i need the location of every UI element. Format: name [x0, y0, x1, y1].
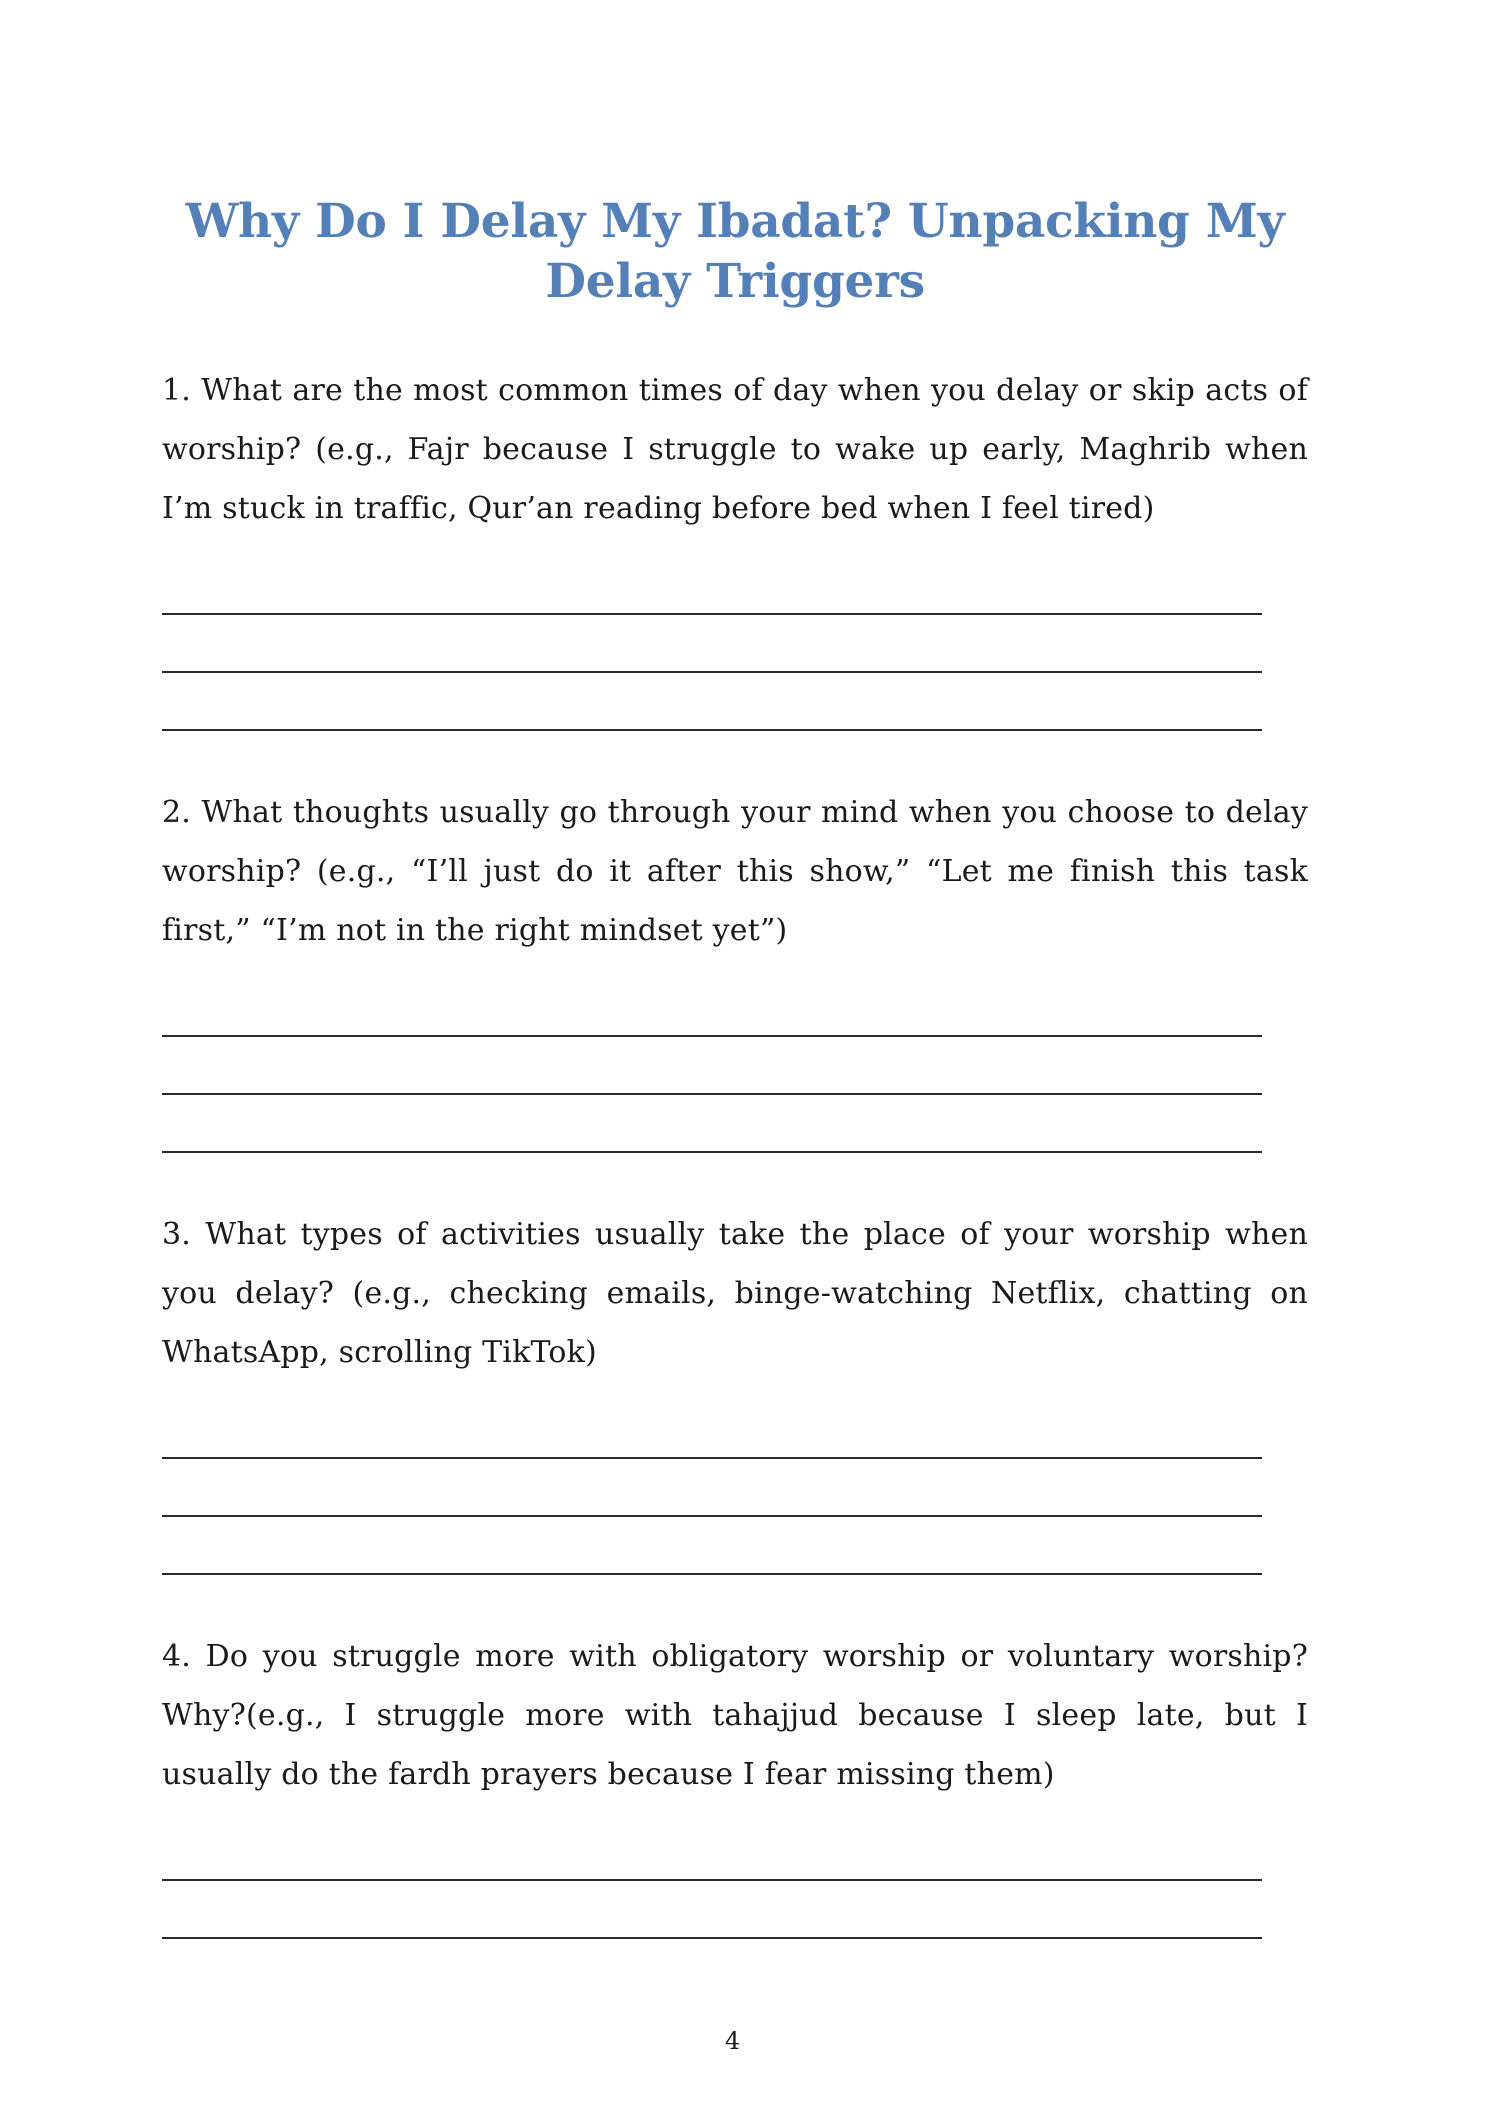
answer-line[interactable] — [162, 1035, 1262, 1037]
answer-line[interactable] — [162, 1457, 1262, 1459]
answer-line[interactable] — [162, 1093, 1262, 1095]
answer-line[interactable] — [162, 1151, 1262, 1153]
page-title: Why Do I Delay My Ibadat? Unpacking My Delay Triggers — [185, 194, 1285, 309]
question-1: 1. What are the most common times of day when you delay or skip acts of worship? (e.g., Fajr because I struggle to wake up early, Maghrib when I’m stuck in traffic, Qur’an reading before bed when I feel tired) — [162, 373, 1308, 526]
question-4: 4. Do you struggle more with obligatory worship or voluntary worship? Why?(e.g., I struggle more with tahajjud because I sleep late, but I usually do the fardh prayers because I fear missing them) — [162, 1639, 1308, 1792]
answer-line[interactable] — [162, 613, 1262, 615]
question-2: 2. What thoughts usually go through your mind when you choose to delay worship? (e.g., “I’ll just do it after this show,” “Let me finish this task first,” “I’m not in the right mindset yet”) — [162, 795, 1308, 948]
page-number: 4 — [724, 2027, 741, 2055]
answer-line[interactable] — [162, 671, 1262, 673]
question-3: 3. What types of activities usually take the place of your worship when you delay? (e.g., checking emails, binge-watching Netflix, chatting on WhatsApp, scrolling TikTok) — [162, 1217, 1308, 1370]
answer-line[interactable] — [162, 729, 1262, 731]
answer-line[interactable] — [162, 1515, 1262, 1517]
answer-line[interactable] — [162, 1573, 1262, 1575]
answer-line[interactable] — [162, 1879, 1262, 1881]
answer-line[interactable] — [162, 1937, 1262, 1939]
